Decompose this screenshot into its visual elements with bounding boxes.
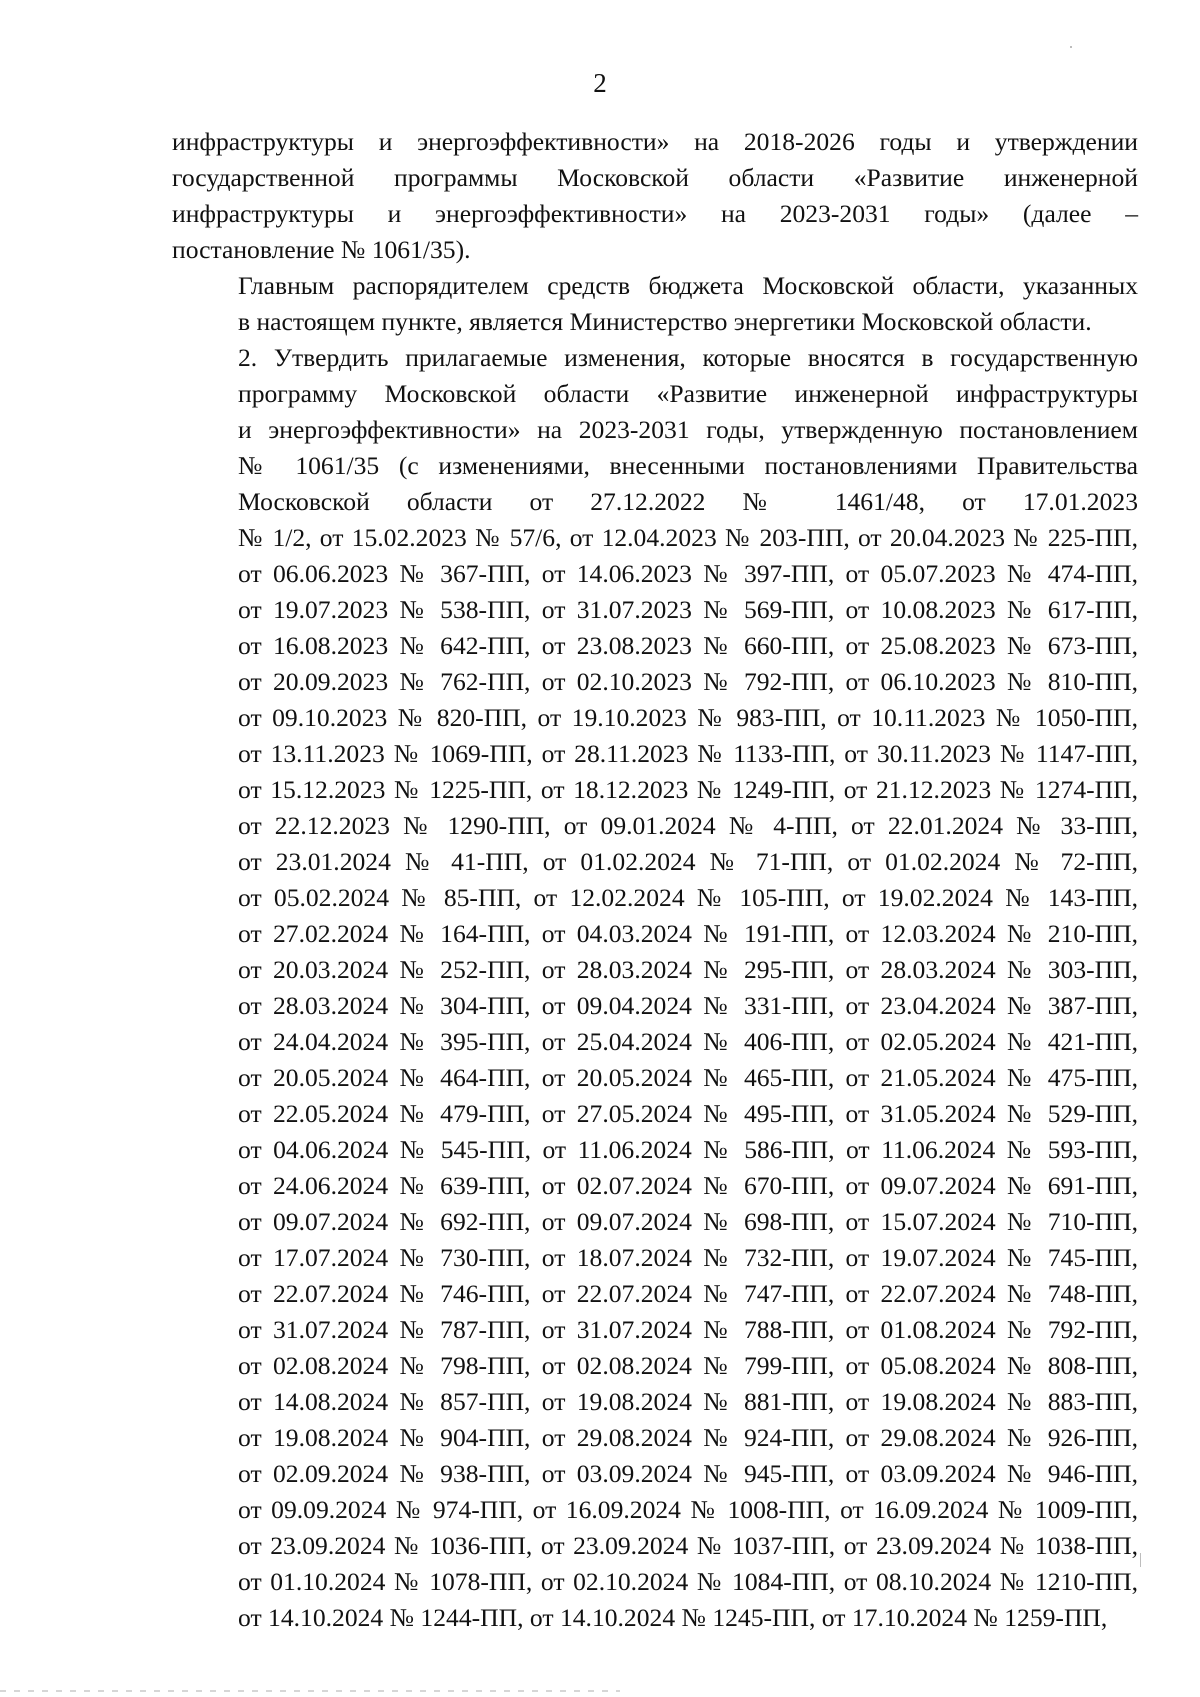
text-line: от 22.05.2024 № 479-ПП, от 27.05.2024 № 495-ПП, от 31.05.2024 № 529-ПП, [238,1099,1138,1128]
text-line: от 01.10.2024 № 1078-ПП, от 02.10.2024 № 1084-ПП, от 08.10.2024 № 1210-ПП, [238,1567,1138,1596]
text-line: от 09.07.2024 № 692-ПП, от 09.07.2024 № 698-ПП, от 15.07.2024 № 710-ПП, [238,1207,1138,1236]
scan-speck [1140,1553,1141,1567]
text-line: № 1061/35 (с изменениями, внесенными постановлениями Правительства [238,451,1138,480]
text-line: от 23.01.2024 № 41-ПП, от 01.02.2024 № 71-ПП, от 01.02.2024 № 72-ПП, [238,847,1138,876]
text-line: в настоящем пункте, является Министерство энергетики Московской области. [238,307,1092,336]
text-line: от 17.07.2024 № 730-ПП, от 18.07.2024 № 732-ПП, от 19.07.2024 № 745-ПП, [238,1243,1138,1272]
page-number: 2 [593,68,607,98]
text-line: от 04.06.2024 № 545-ПП, от 11.06.2024 № 586-ПП, от 11.06.2024 № 593-ПП, [238,1135,1138,1164]
text-line: инфраструктуры и энергоэффективности» на 2018-2026 годы и утверждении [172,127,1138,156]
document-body [172,124,1138,1636]
text-line: 2. Утвердить прилагаемые изменения, которые вносятся в государственную [238,343,1138,372]
text-line: от 14.08.2024 № 857-ПП, от 19.08.2024 № 881-ПП, от 19.08.2024 № 883-ПП, [238,1387,1138,1416]
text-line: от 24.06.2024 № 639-ПП, от 02.07.2024 № 670-ПП, от 09.07.2024 № 691-ПП, [238,1171,1138,1200]
text-line: от 22.07.2024 № 746-ПП, от 22.07.2024 № 747-ПП, от 22.07.2024 № 748-ПП, [238,1279,1138,1308]
text-line: от 20.03.2024 № 252-ПП, от 28.03.2024 № 295-ПП, от 28.03.2024 № 303-ПП, [238,955,1138,984]
text-line: государственной программы Московской области «Развитие инженерной [172,163,1138,192]
text-line: от 22.12.2023 № 1290-ПП, от 09.01.2024 № 4-ПП, от 22.01.2024 № 33-ПП, [238,811,1138,840]
text-line: программу Московской области «Развитие инженерной инфраструктуры [238,379,1138,408]
paragraph-continuation [172,124,1138,268]
text-line: № 1/2, от 15.02.2023 № 57/6, от 12.04.2023 № 203-ПП, от 20.04.2023 № 225-ПП, [238,523,1138,552]
text-line: от 16.08.2023 № 642-ПП, от 23.08.2023 № 660-ПП, от 25.08.2023 № 673-ПП, [238,631,1138,660]
scan-edge-noise [0,1690,620,1692]
text-line: от 06.06.2023 № 367-ПП, от 14.06.2023 № 397-ПП, от 05.07.2023 № 474-ПП, [238,559,1138,588]
text-line: постановление № 1061/35). [172,235,471,264]
text-line: от 09.09.2024 № 974-ПП, от 16.09.2024 № 1008-ПП, от 16.09.2024 № 1009-ПП, [238,1495,1138,1524]
text-line: от 20.05.2024 № 464-ПП, от 20.05.2024 № 465-ПП, от 21.05.2024 № 475-ПП, [238,1063,1138,1092]
text-line: от 15.12.2023 № 1225-ПП, от 18.12.2023 № 1249-ПП, от 21.12.2023 № 1274-ПП, [238,775,1138,804]
text-line: от 23.09.2024 № 1036-ПП, от 23.09.2024 № 1037-ПП, от 23.09.2024 № 1038-ПП, [238,1531,1138,1560]
text-line: от 13.11.2023 № 1069-ПП, от 28.11.2023 № 1133-ПП, от 30.11.2023 № 1147-ПП, [238,739,1138,768]
text-line: от 20.09.2023 № 762-ПП, от 02.10.2023 № 792-ПП, от 06.10.2023 № 810-ПП, [238,667,1138,696]
text-line: инфраструктуры и энергоэффективности» на 2023-2031 годы» (далее – [172,199,1138,228]
text-line: от 24.04.2024 № 395-ПП, от 25.04.2024 № 406-ПП, от 02.05.2024 № 421-ПП, [238,1027,1138,1056]
paragraph-chief-administrator [172,268,1138,340]
text-line: от 02.09.2024 № 938-ПП, от 03.09.2024 № 945-ПП, от 03.09.2024 № 946-ПП, [238,1459,1138,1488]
paragraph-approve-changes [172,340,1138,1636]
text-line: от 09.10.2023 № 820-ПП, от 19.10.2023 № 983-ПП, от 10.11.2023 № 1050-ПП, [238,703,1138,732]
scan-speck [1070,46,1072,48]
text-line: от 28.03.2024 № 304-ПП, от 09.04.2024 № 331-ПП, от 23.04.2024 № 387-ПП, [238,991,1138,1020]
text-line: от 14.10.2024 № 1244-ПП, от 14.10.2024 № 1245-ПП, от 17.10.2024 № 1259-ПП, [238,1603,1108,1632]
text-line: Главным распорядителем средств бюджета Московской области, указанных [238,271,1138,300]
text-line: от 02.08.2024 № 798-ПП, от 02.08.2024 № 799-ПП, от 05.08.2024 № 808-ПП, [238,1351,1138,1380]
text-line: Московской области от 27.12.2022 № 1461/48, от 17.01.2023 [238,487,1138,516]
text-line: и энергоэффективности» на 2023-2031 годы, утвержденную постановлением [238,415,1138,444]
text-line: от 27.02.2024 № 164-ПП, от 04.03.2024 № 191-ПП, от 12.03.2024 № 210-ПП, [238,919,1138,948]
text-line: от 19.07.2023 № 538-ПП, от 31.07.2023 № 569-ПП, от 10.08.2023 № 617-ПП, [238,595,1138,624]
text-line: от 19.08.2024 № 904-ПП, от 29.08.2024 № 924-ПП, от 29.08.2024 № 926-ПП, [238,1423,1138,1452]
text-line: от 31.07.2024 № 787-ПП, от 31.07.2024 № 788-ПП, от 01.08.2024 № 792-ПП, [238,1315,1138,1344]
text-line: от 05.02.2024 № 85-ПП, от 12.02.2024 № 105-ПП, от 19.02.2024 № 143-ПП, [238,883,1138,912]
